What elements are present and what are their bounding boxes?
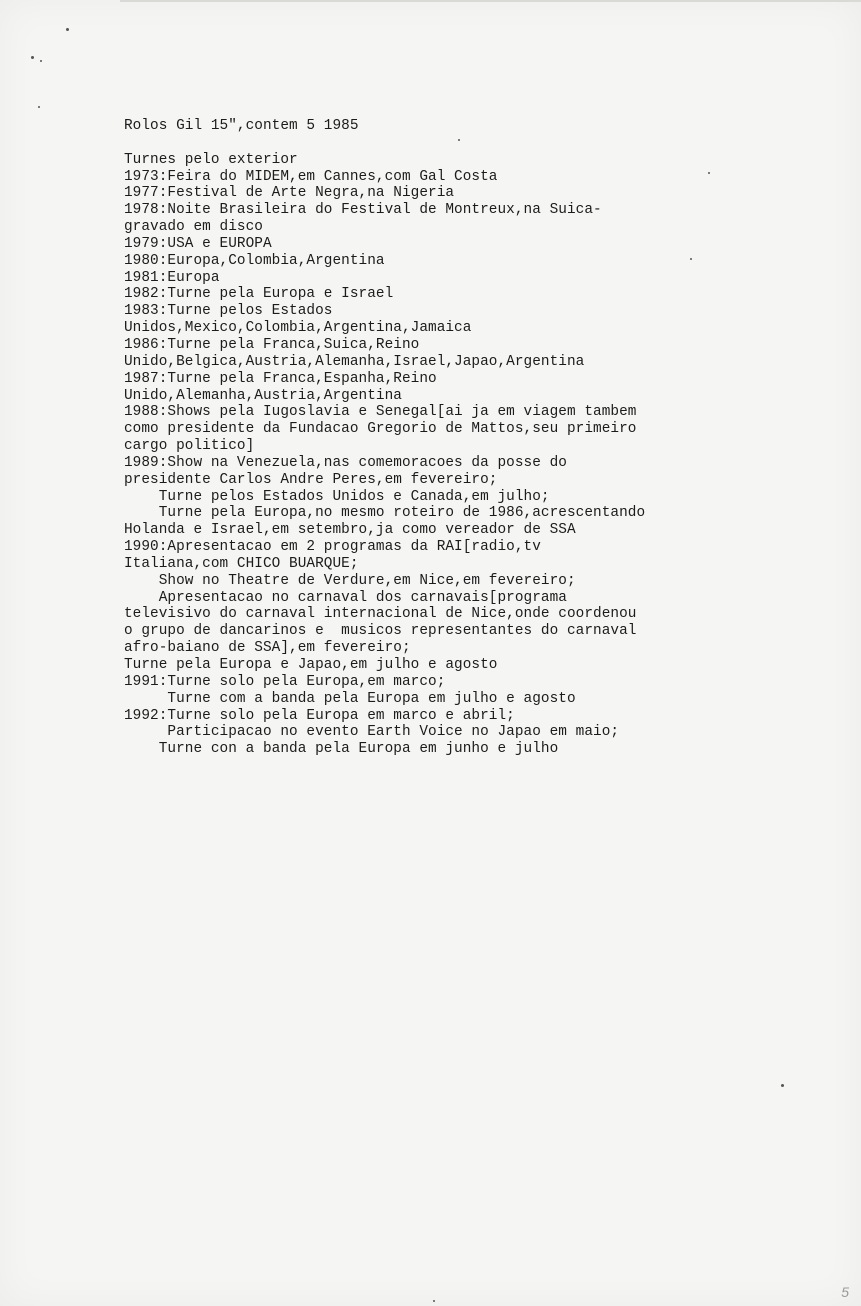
document-title: Rolos Gil 15",contem 5 1985 bbox=[124, 118, 359, 134]
text-line: 1989:Show na Venezuela,nas comemoracoes da posse do bbox=[124, 454, 567, 471]
text-line: televisivo do carnaval internacional de Nice,onde coordenou bbox=[124, 606, 637, 623]
text-line: Participacao no evento Earth Voice no Japao em maio; bbox=[124, 724, 620, 741]
paper-speck bbox=[433, 1300, 435, 1302]
text-line: Apresentacao no carnaval dos carnavais[programa bbox=[124, 589, 567, 606]
text-line: 1973:Feira do MIDEM,em Cannes,com Gal Costa bbox=[124, 168, 498, 185]
paper-speck bbox=[781, 1084, 784, 1087]
text-line: 1986:Turne pela Franca,Suica,Reino bbox=[124, 336, 420, 353]
text-line: 1992:Turne solo pela Europa em marco e abril; bbox=[124, 707, 515, 724]
text-line: presidente Carlos Andre Peres,em fevereiro; bbox=[124, 471, 498, 488]
paper-speck bbox=[38, 106, 40, 108]
text-line: Turne com a banda pela Europa em julho e agosto bbox=[124, 690, 576, 707]
paper-speck bbox=[40, 60, 42, 62]
text-line: 1988:Shows pela Iugoslavia e Senegal[ai ja em viagem tambem bbox=[124, 404, 637, 421]
text-line: 1987:Turne pela Franca,Espanha,Reino bbox=[124, 370, 437, 387]
text-line: Turne con a banda pela Europa em junho e julho bbox=[124, 741, 559, 758]
text-line: Unido,Alemanha,Austria,Argentina bbox=[124, 387, 402, 404]
text-line: 1977:Festival de Arte Negra,na Nigeria bbox=[124, 185, 455, 202]
page-number-mark: 5 bbox=[841, 1284, 849, 1300]
paper-speck bbox=[31, 56, 34, 59]
text-line: 1990:Apresentacao em 2 programas da RAI[radio,tv bbox=[124, 539, 541, 556]
text-line: 1983:Turne pelos Estados bbox=[124, 303, 333, 320]
page-top-edge bbox=[120, 0, 861, 2]
text-line: 1978:Noite Brasileira do Festival de Montreux,na Suica- bbox=[124, 202, 602, 219]
text-line: 1980:Europa,Colombia,Argentina bbox=[124, 252, 385, 269]
text-line: o grupo de dancarinos e musicos representantes do carnaval bbox=[124, 623, 637, 640]
text-line: Italiana,com CHICO BUARQUE; bbox=[124, 555, 359, 572]
text-line: Turne pelos Estados Unidos e Canada,em julho; bbox=[124, 488, 550, 505]
text-line: Show no Theatre de Verdure,em Nice,em fevereiro; bbox=[124, 572, 576, 589]
text-line: 1981:Europa bbox=[124, 269, 220, 286]
text-line: como presidente da Fundacao Gregorio de Mattos,seu primeiro bbox=[124, 421, 637, 438]
text-line: afro-baiano de SSA],em fevereiro; bbox=[124, 640, 411, 657]
text-line: 1982:Turne pela Europa e Israel bbox=[124, 286, 394, 303]
text-line: gravado em disco bbox=[124, 219, 263, 236]
text-line: Turne pela Europa e Japao,em julho e agosto bbox=[124, 657, 498, 673]
text-line: Unidos,Mexico,Colombia,Argentina,Jamaica bbox=[124, 320, 472, 337]
text-line: 1991:Turne solo pela Europa,em marco; bbox=[124, 673, 446, 690]
typed-document-text bbox=[124, 118, 824, 758]
text-line: Turnes pelo exterior bbox=[124, 151, 298, 168]
paper-speck bbox=[66, 28, 69, 31]
text-line: cargo politico] bbox=[124, 438, 255, 455]
text-line: 1979:USA e EUROPA bbox=[124, 235, 272, 252]
text-line: Unido,Belgica,Austria,Alemanha,Israel,Japao,Argentina bbox=[124, 353, 585, 370]
text-line: Holanda e Israel,em setembro,ja como vereador de SSA bbox=[124, 522, 576, 539]
text-line: Turne pela Europa,no mesmo roteiro de 1986,acrescentando bbox=[124, 505, 646, 522]
